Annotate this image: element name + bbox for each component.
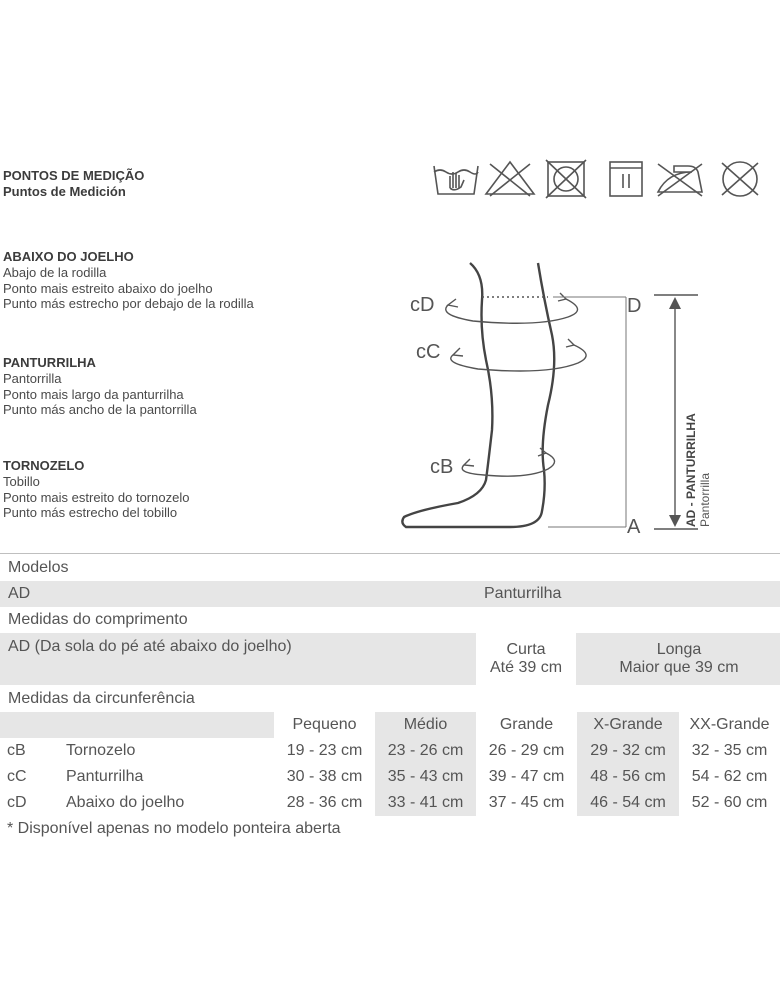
- row-value: 28 - 36 cm: [274, 790, 375, 816]
- section-line: Tobillo: [3, 474, 40, 489]
- length-desc: AD (Da sola do pé até abaixo do joelho): [8, 638, 292, 655]
- section-line: Punto más ancho de la pantorrilla: [3, 402, 197, 417]
- table-row: [0, 764, 780, 790]
- section-line: Ponto mais largo da panturrilha: [3, 386, 184, 402]
- row-code: cB: [0, 738, 58, 764]
- model-row: [0, 581, 780, 607]
- label-cd: cD: [410, 294, 435, 316]
- table-row: [0, 738, 780, 764]
- circ-label: Medidas da circunferência: [8, 689, 195, 707]
- no-bleach-icon: [486, 162, 534, 196]
- row-code: cD: [0, 790, 58, 816]
- row-value: 30 - 38 cm: [274, 764, 375, 790]
- ring-cc: [451, 339, 586, 371]
- no-dry-clean-icon: [722, 162, 758, 196]
- models-row: [0, 555, 780, 581]
- short-name: Curta: [506, 641, 546, 658]
- page-title: PONTOS DE MEDIÇÃO: [3, 168, 145, 183]
- size-header-row: [0, 712, 780, 738]
- row-value: 46 - 54 cm: [577, 790, 679, 816]
- hand-wash-icon: [434, 166, 478, 194]
- section-line: Abajo de la rodilla: [3, 265, 107, 280]
- label-cc: cC: [416, 341, 441, 363]
- section-title: PANTURRILHA: [3, 355, 96, 370]
- axis-sublabel: Pantorrilla: [698, 472, 712, 527]
- page-subtitle: Puntos de Medición: [3, 184, 126, 199]
- row-value: 32 - 35 cm: [679, 738, 780, 764]
- care-icons: [430, 158, 776, 200]
- row-name: Abaixo do joelho: [58, 790, 274, 816]
- short-range: Até 39 cm: [489, 659, 563, 676]
- label-d: D: [627, 295, 642, 317]
- long-length-cell: [578, 633, 780, 685]
- row-value: 37 - 45 cm: [476, 790, 577, 816]
- row-value: 19 - 23 cm: [274, 738, 375, 764]
- no-tumble-dry-icon: [546, 160, 586, 198]
- size-header: X-Grande: [577, 712, 679, 738]
- model-name: Panturrilha: [484, 585, 562, 602]
- section-calf: [3, 355, 197, 418]
- no-iron-icon: [658, 164, 702, 196]
- length-header-row: [0, 607, 780, 633]
- label-a: A: [627, 516, 641, 538]
- section-line: Punto más estrecho por debajo de la rodilla: [3, 296, 254, 311]
- leg-diagram: [398, 255, 728, 545]
- row-value: 48 - 56 cm: [577, 764, 679, 790]
- section-line: Pantorrilla: [3, 371, 62, 386]
- section-line: Ponto mais estreito do tornozelo: [3, 489, 190, 505]
- row-value: 29 - 32 cm: [577, 738, 679, 764]
- section-line: Ponto mais estreito abaixo do joelho: [3, 280, 213, 296]
- circ-header-row: [0, 685, 780, 712]
- axis-label: AD - PANTURRILHA: [684, 413, 698, 527]
- arrow-down: [669, 515, 681, 527]
- short-length-cell: [476, 633, 576, 685]
- circumference-table: [0, 712, 780, 816]
- footnote: * Disponível apenas no modelo ponteira aberta: [7, 820, 341, 837]
- table-divider: [0, 553, 780, 554]
- row-name: Panturrilha: [58, 764, 274, 790]
- row-value: 54 - 62 cm: [679, 764, 780, 790]
- row-value: 23 - 26 cm: [375, 738, 476, 764]
- row-value: 33 - 41 cm: [375, 790, 476, 816]
- header-blank: [0, 712, 58, 738]
- model-code: AD: [8, 585, 31, 602]
- long-range: Maior que 39 cm: [619, 659, 739, 676]
- ring-cd: [446, 293, 578, 323]
- row-code: cC: [0, 764, 58, 790]
- header-blank: [58, 712, 274, 738]
- arrow-up: [669, 297, 681, 309]
- length-label: Medidas do comprimento: [8, 611, 188, 628]
- section-below-knee: [3, 249, 254, 312]
- long-name: Longa: [656, 641, 702, 658]
- drip-dry-icon: [610, 162, 642, 196]
- section-title: TORNOZELO: [3, 458, 85, 473]
- row-value: 52 - 60 cm: [679, 790, 780, 816]
- row-value: 35 - 43 cm: [375, 764, 476, 790]
- length-row: [0, 633, 780, 685]
- table-row: [0, 790, 780, 816]
- size-header: XX-Grande: [679, 712, 780, 738]
- row-name: Tornozelo: [58, 738, 274, 764]
- section-title: ABAIXO DO JOELHO: [3, 249, 134, 264]
- row-value: 39 - 47 cm: [476, 764, 577, 790]
- row-value: 26 - 29 cm: [476, 738, 577, 764]
- size-header: Médio: [375, 712, 476, 738]
- size-header: Pequeno: [274, 712, 375, 738]
- measure-rings: [446, 293, 586, 476]
- label-cb: cB: [430, 456, 454, 478]
- models-label: Modelos: [8, 559, 69, 576]
- ring-cb: [462, 448, 554, 476]
- section-line: Punto más estrecho del tobillo: [3, 505, 178, 520]
- size-header: Grande: [476, 712, 577, 738]
- section-ankle: [3, 458, 189, 521]
